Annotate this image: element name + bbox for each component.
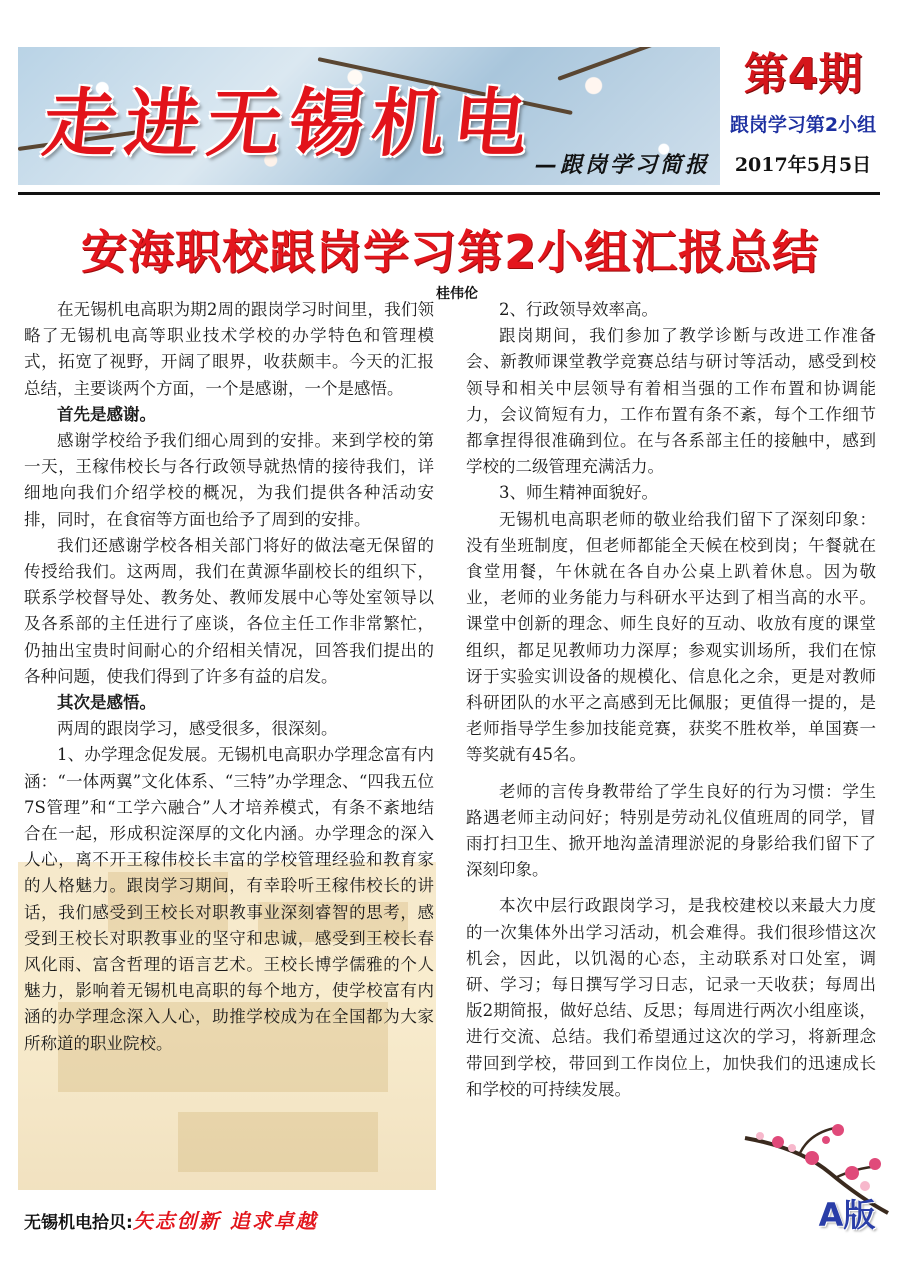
- edition-badge: A版: [818, 1196, 876, 1234]
- masthead-banner: [18, 47, 720, 185]
- left-column: [24, 297, 434, 1057]
- issue-number: 第4期: [743, 49, 863, 100]
- paragraph: 两周的跟岗学习，感受很多，很深刻。: [57, 719, 338, 739]
- paragraph: 无锡机电高职老师的敬业给我们留下了深刻印象：没有坐班制度，但老师都能全天候在校到岗；午餐就在食堂用餐，午休就在各自办公桌上趴着休息。因为敬业，老师的业务能力与科研水平达到了相当高的水平。课堂中创新的理念、师生良好的互动、收放有度的课堂组织，都足见教师功力深厚；参观实训场所，我们在惊讶于实验实训设备的规模化、信息化之余，更是对教师科研团队的水平之高感到无比佩服；更值得一提的，是老师指导学生参加技能竞赛，获奖不胜枚举，单国赛一等奖就有45名。: [466, 509, 876, 765]
- issue-group: 跟岗学习第2小组: [729, 114, 877, 136]
- section-heading: 首先是感谢。: [57, 404, 156, 424]
- article-headline: 安海职校跟岗学习第2小组汇报总结: [80, 225, 819, 279]
- article-author: 桂伟伦: [436, 286, 478, 302]
- paragraph: 2、行政领导效率高。: [499, 300, 658, 319]
- paragraph: 跟岗期间，我们参加了教学诊断与改进工作准备会、新教师课堂教学竞赛总结与研讨等活动，感受到校领导和相关中层领导有着相当强的工作布置和协调能力，会议简短有力，工作布置有条不紊，每个工作细节都拿捏得很准确到位。在与各系部主任的接触中，感到学校的二级管理充满活力。: [466, 326, 876, 477]
- right-column: [466, 297, 876, 1103]
- paragraph: 1、办学理念促发展。无锡机电高职办学理念富有内涵：“一体两翼”文化体系、“三特”办学理念、“四我五位7S管理”和“工学六融合”人才培养模式，有条不紊地结合在一起，形成积淀深厚的文化内涵。办学理念的深入人心，离不开王稼伟校长丰富的学校管理经验和教育家的人格魅力。跟岗学习期间，有幸聆听王稼伟校长的讲话，我们感受到王校长对职教事业深刻睿智的思考，感受到王校长对职教事业的坚守和忠诚，感受到王校长春风化雨、富含哲理的语言艺术。王校长博学儒雅的个人魅力，影响着无锡机电高职的每个地方，使学校富有内涵的办学理念深入人心，助推学校成为在全国都为大家所称道的职业院校。: [24, 745, 434, 1053]
- section-heading: 其次是感悟。: [57, 693, 156, 713]
- footer-motto: [24, 1205, 318, 1234]
- footer-label: 无锡机电拾贝:: [24, 1213, 133, 1233]
- motto-text: 矢志创新 追求卓越: [132, 1209, 318, 1233]
- paragraph: 在无锡机电高职为期2周的跟岗学习时间里，我们领略了无锡机电高等职业技术学校的办学特色和管理模式，拓宽了视野，开阔了眼界，收获颇丰。今天的汇报总结，主要谈两个方面，一个是感谢，一个是感悟。: [24, 300, 434, 398]
- issue-date: 2017年5月5日: [734, 154, 872, 176]
- header-divider: [18, 192, 880, 195]
- paragraph: 本次中层行政跟岗学习，是我校建校以来最大力度的一次集体外出学习活动，机会难得。我们很珍惜这次机会，因此，以饥渴的心态，主动联系对口处室，调研、学习；每日撰写学习日志，记录一天收获；每周出版2期简报，做好总结、反思；每周进行两次小组座谈，进行交流、总结。我们希望通过这次的学习，将新理念带回到学校，带回到工作岗位上，加快我们的迅速成长和学校的可持续发展。: [466, 896, 876, 1099]
- paragraph: 感谢学校给予我们细心周到的安排。来到学校的第一天，王稼伟校长与各行政领导就热情的接待我们，详细地向我们介绍学校的概况，为我们提供各种活动安排，同时，在食宿等方面也给予了周到的安排。: [24, 431, 434, 529]
- paragraph: 3、师生精神面貌好。: [499, 483, 658, 503]
- paragraph: 老师的言传身教带给了学生良好的行为习惯：学生路遇老师主动问好；特别是劳动礼仪值班周的同学，冒雨打扫卫生、掀开地沟盖清理淤泥的身影给我们留下了深刻印象。: [466, 781, 876, 880]
- paragraph: 我们还感谢学校各相关部门将好的做法毫无保留的传授给我们。这两周，我们在黄源华副校长的组织下，联系学校督导处、教务处、教师发展中心等处室领导以及各系部的主任进行了座谈，各位主任工作非常繁忙，仍抽出宝贵时间耐心的介绍相关情况，回答我们提出的各种问题，使我们得到了许多有益的启发。: [24, 535, 434, 686]
- masthead-subtitle: —跟岗学习简报: [534, 153, 710, 178]
- masthead-title: 走进无锡机电: [38, 81, 540, 167]
